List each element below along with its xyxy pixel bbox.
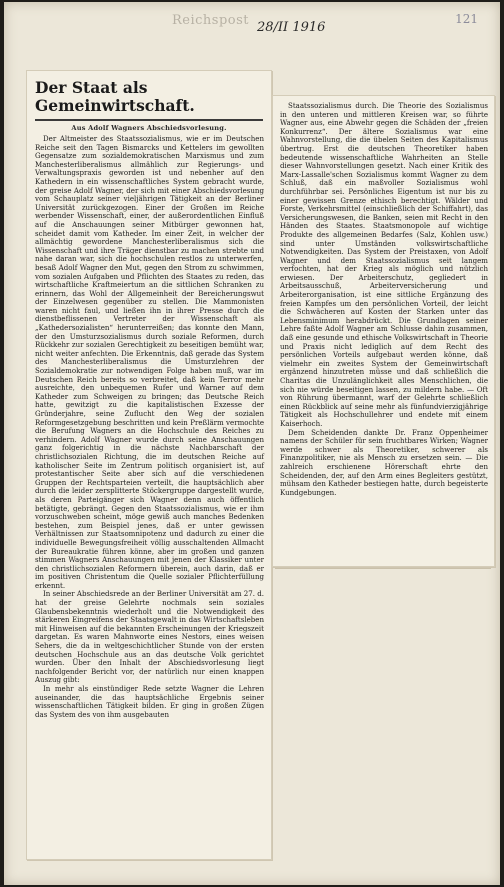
article-clipping-right (272, 95, 495, 567)
article-subhead: Aus Adolf Wagners Abschiedsvorlesung. (71, 124, 227, 132)
article-paragraph: Dem Scheidenden dankte Dr. Franz Oppenheimer namens der Schüler für sein fruchtbares Wirken; Wagner werde schwer als Theoretiker, schwerer als Finanzpolitiker, nie als Mensch zu ersetzen sein. — Die zahlreich erschienene Hörerschaft ehrte den Scheidenden, der, auf den Arm eines Begleiters gestützt, mühsam den Katheder bestiegen hatte, durch begeisterte Kundgebungen. (280, 427, 488, 497)
article-column-right (280, 102, 488, 497)
archive-sheet (4, 2, 500, 885)
newspaper-stamp: Reichspost (172, 13, 250, 28)
article-paragraph: In seiner Abschiedsrede an der Berliner Universität am 27. d. hat der greise Gelehrte nochmals sein soziales Glaubensbekenntnis wiederholt und die Notwendigkeit des stärkeren Eingreifens der Staatsgewalt in das Wirtschaftsleben mit Hinweisen auf die bekannten Erscheinungen der Kriegszeit dargetan. Es waren Mahnworte eines Nestors, eines weisen Sehers, die da in weltgeschichtlicher Stunde von der ersten deutschen Hochschule aus an das deutsche Volk gerichtet wurden. Über den Inhalt der Abschiedsvorlesung liegt nachfolgender Bericht vor, der natürlich nur einen knappen Auszug gibt: (35, 589, 264, 685)
article-column-left (35, 135, 264, 719)
article-clipping-left (26, 70, 272, 860)
handwritten-date: 28/II 1916 (257, 20, 326, 35)
clipping-edge-divider (275, 568, 491, 571)
article-paragraph: Staatssozialismus durch. Die Theorie des Sozialismus in den unteren und mittleren Kreisen war, so führte Wagner aus, eine Abwehr gegen die Schäden der „freien Konkurrenz“. Der ältere Sozialismus war eine Wahnvorstellung, die die übelen Seiten des Kapitalismus übertrug. Erst die deutschen Theoretiker haben bedeutende wissenschaftliche Wahrheiten an Stelle dieser Wahnvorstellungen gesetzt. Nach einer Kritik des Marx-Lassalle'schen Sozialismus kommt Wagner zu dem Schluß, daß ein maßvoller Sozialismus wohl durchführbar sei. Persönliches Eigentum ist nur bis zu einer gewissen Grenze ethisch berechtigt. Wälder und Forste, Verkehrsmittel (einschließlich der Schiffahrt), das Versicherungswesen, die Banken, seien mit Recht in den Händen des Staates. Staatsmonopole auf wichtige Produkte des allgemeinen Bedarfes (Salz, Kohlen usw.) sind unter Umständen volkswirtschaftliche Notwendigkeiten. Das System der Preistaxen, von Adolf Wagner und dem Staatssozialismus seit langem verfochten, hat der Krieg als möglich und nützlich erwiesen. Der Arbeiterschutz, gegliedert in Arbeitsausschuß, Arbeiterversicherung und Arbeiterorganisation, ist eine sittliche Ergänzung des freien Kampfes um den persönlichen Vorteil, der leicht die Schwächeren auf Kosten der Starken unter das Lebensminimum herabdrückt. Die Grundlagen seiner Lehre faßte Adolf Wagner am Schlusse dahin zusammen, daß eine gesunde und ethische Volkswirtschaft in Theorie und Praxis nicht lediglich auf dem Recht des persönlichen Vorteils aufgebaut werden könne, daß vielmehr ein zweites System der Gemeinwirtschaft ergänzend hinzutreten müsse und daß schließlich die Charitas die Unzulänglichkeit alles Menschlichen, die sich nie würde beseitigen lassen, zu mildern habe. — Oft von Rührung übermannt, warf der Gelehrte schließlich einen Rückblick auf seine mehr als fünfundvierzigjährige Tätigkeit als Hochschullehrer und endete mit einem Kaiserhoch. (280, 101, 488, 428)
article-paragraph: In mehr als einstündiger Rede setzte Wagner die Lehren auseinander, die das hauptsächliche Ergebnis seiner wissenschaftlichen Tätigkeit bilden. Er ging in großen Zügen das System des von ihm ausgebauten (35, 684, 264, 719)
article-paragraph: Der Altmeister des Staatssozialismus, wie er im Deutschen Reiche seit den Tagen Bismarcks und Kettelers im gewollten Gegensatze zum sozialdemokratischen Marxismus und zum Manchesterliberalismus allmählich zur Regierungs- und Verwaltungspraxis geworden ist und nebenher auf den Kathedern in ein wissenschaftliches System gebracht wurde, der greise Adolf Wagner, der sich mit einer Abschiedsvorlesung vom Schauplatz seiner vieljährigen Tätigkeit an der Berliner Universität zurückgezogen. Einer der Großen im Reiche werbender Wissenschaft, einer, der außerordentlichen Einfluß auf die Anschauungen seiner Mitbürger gewonnen hat, scheidet damit vom Katheder. Im einer Zeit, in welcher der allmächtig gewordene Manchesterliberalismus sich die Wissenschaft und ihre Träger dienstbar zu machen strebte und nahe daran war, sich die hochschulen restlos zu unterwerfen, besaß Adolf Wagner den Mut, gegen den Strom zu schwimmen, vom sozialen Aufgaben und Pflichten des Staates zu reden, das wirtschaftliche Kraftmeiertum an die sittlichen Schranken zu erinnern, das Wohl der Allgemeinheit der Bereicherungswut der Einzelwesen gegenüber zu stellen. Die Mammonisten waren nicht faul, und ließen ihn in ihrer Presse durch die dienstbeflissenen Vertreter der Wissenschaft als „Kathedersozialisten“ herunterreißen; das konnte den Mann, der den Umsturzsozialismus durch soziale Reformen, durch Rückkehr zur sozialen Gerechtigkeit zu beseitigen bemüht war, nicht weiter anfechten. Die Erkenntnis, daß gerade das System des Manchesterliberalismus die Umsturzlehren der Sozialdemokratie zur notwendigen Folge haben muß, war im Deutschen Reich bereits so verbreitet, daß kein Terror mehr ausreichte, den unbequemen Rufer und Warner auf dem Katheder zum Schweigen zu bringen; das Deutsche Reich hatte, gewitzigt zu die kapitalistischen Exzesse der Gründerjahre, seine Zuflucht den Weg der sozialen Reformgesetzgebung beschritten und kein Preßlärm vermochte die Berufung Wagners an die Hochschule des Reiches zu verhindern. Adolf Wagner wurde durch seine Anschauungen ganz folgerichtig in die nächste Nachbarschaft der christlichsozialen Richtung, die im deutschen Reiche auf katholischer Seite im Zentrum politisch organisiert ist, auf protestantischer Seite aber sich auf die verschiedenen Gruppen der Rechtsparteien verteilt, die hauptsächlich aber durch die leider zersplitterte Stöckergruppe dargestellt wurde, als deren Parteigänger sich Wagner denn auch öffentlich betätigte, gebrängt. Gegen den Staatssozialismus, wie er ihm vorzuschweben scheint, möge gewiß auch manches Bedenken bestehen, zum Beispiel jenes, daß er unter gewissen Verhältnissen zur Staatsomnipotenz und dadurch zu einer die individuelle Bewegungsfreiheit völlig ausschaltenden Allmacht der Bureaukratie führen könne, aber im großen und ganzen stimmen Wagners Anschauungen mit jenen der Klassiker unter den christlichsozialen Reformern überein, auch darin, daß er im positiven Christentum die Quelle sozialer Pflichterfüllung erkennt. (35, 134, 264, 590)
handwritten-page-number: 121 (455, 12, 478, 26)
article-headline: Der Staat als Gemeinwirtschaft. (35, 79, 263, 121)
